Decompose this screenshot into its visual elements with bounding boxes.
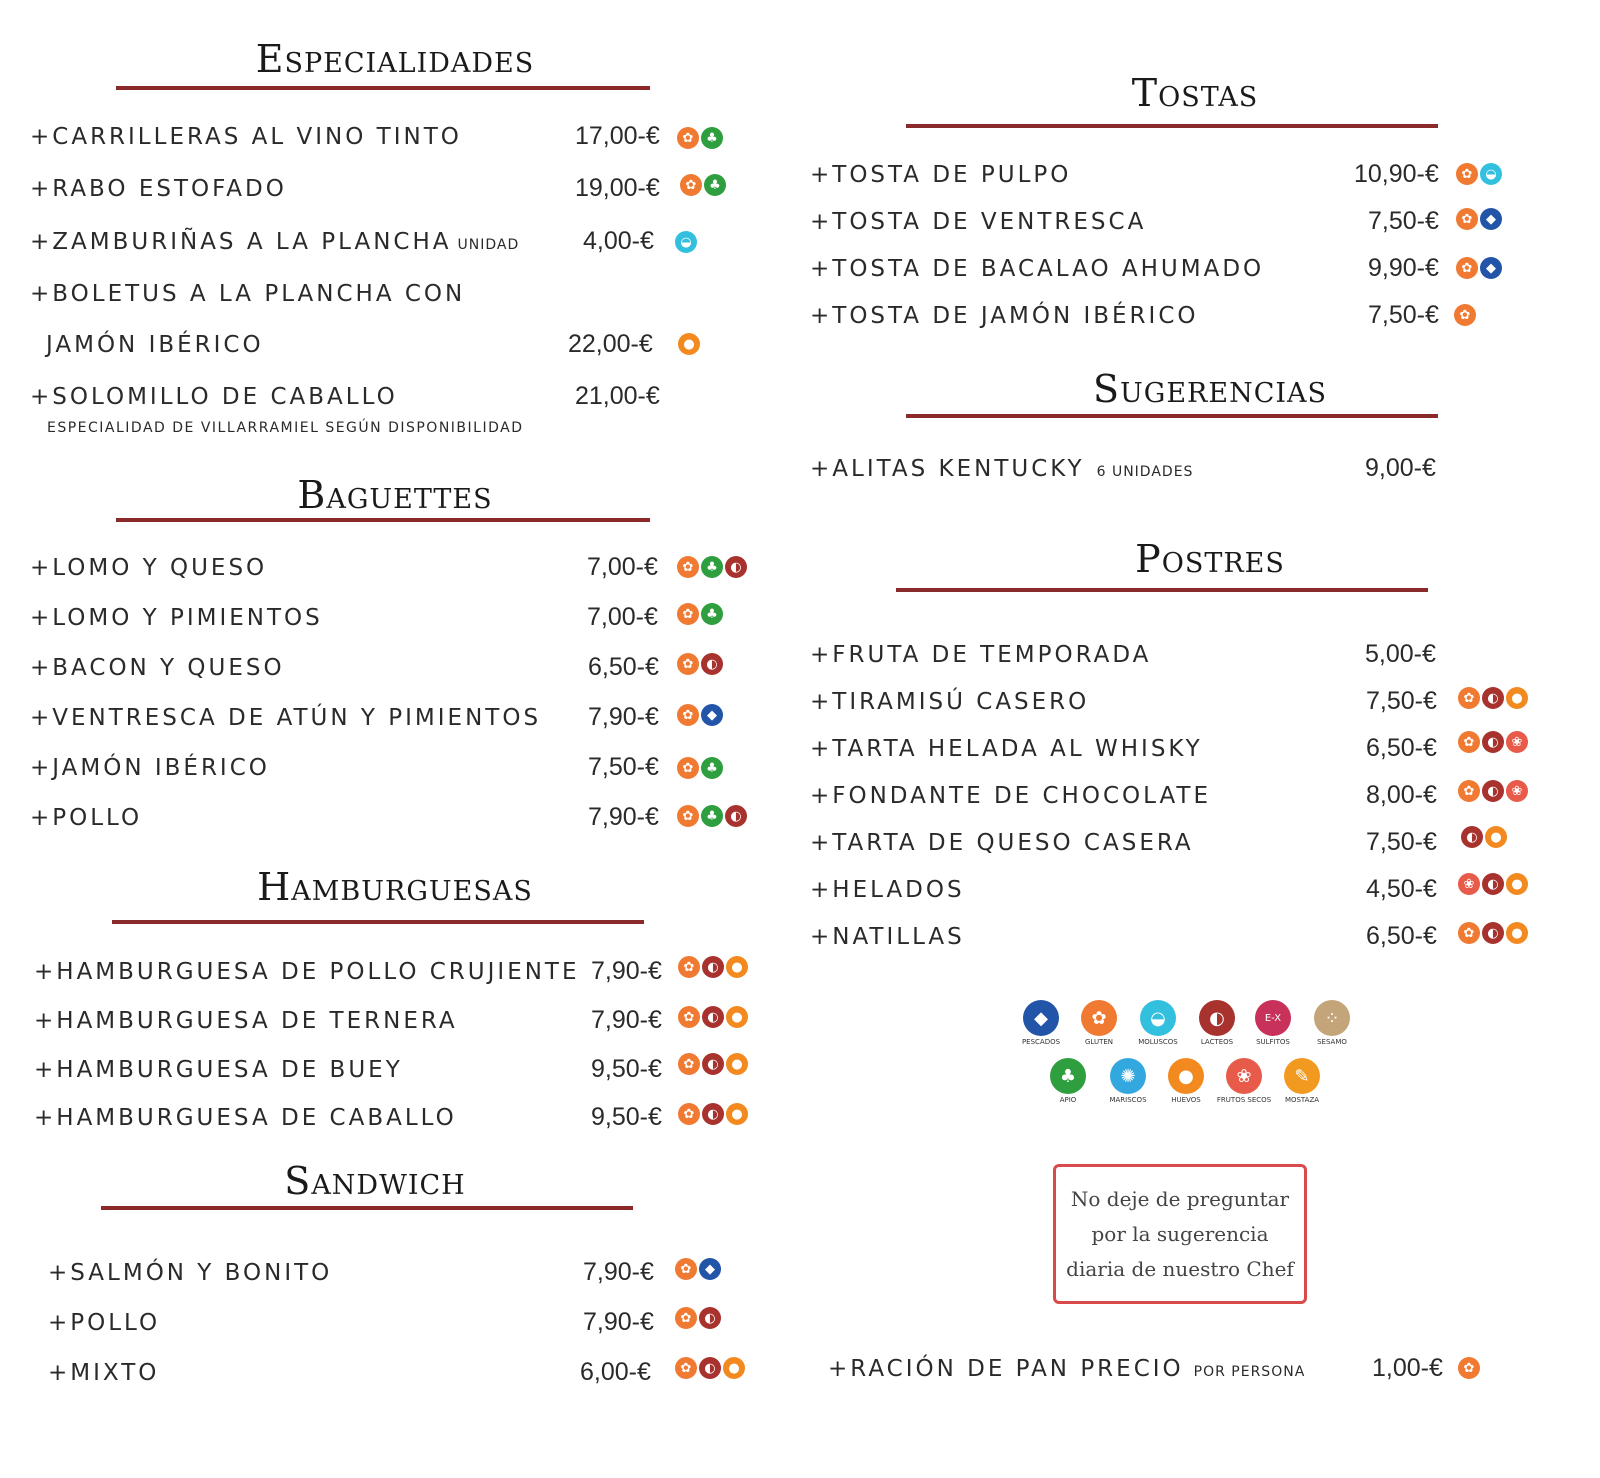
menu-item-name: +FRUTA DE TEMPORADA [810,642,1152,668]
menu-item-price: 7,90-€ [583,1258,654,1286]
menu-item-name: +HAMBURGUESA DE TERNERA [34,1008,458,1034]
menu-item-price: 17,00-€ [575,122,660,150]
menu-item-name: +SALMÓN Y BONITO [48,1260,333,1286]
menu-item-name: +TARTA DE QUESO CASERA [810,830,1194,856]
menu-item-label: +RACIÓN DE PAN PRECIO [828,1356,1184,1382]
wheat-icon: ✿ [677,757,699,779]
fish-icon: ◆ [1480,257,1502,279]
allergen-icons [677,653,723,675]
menu-item-price: 9,00-€ [1365,454,1436,482]
allergen-icons [677,127,723,149]
menu-item-price: 7,00-€ [587,603,658,631]
eggs-icon: ● [1506,687,1528,709]
section-title: Tostas [1131,71,1259,115]
wheat-icon: ✿ [1454,304,1476,326]
milk-jug-icon: ◐ [1482,780,1504,802]
wheat-icon: ✿ [1456,163,1478,185]
wheat-icon: ✿ [677,556,699,578]
nut-icon: ❀ [1506,780,1528,802]
menu-item-price: 22,00-€ [568,330,653,358]
nut-icon: ❀ [1226,1058,1262,1094]
allergen-icons [1458,1357,1480,1379]
section-divider [112,920,644,924]
allergen-icons [675,1357,745,1379]
section-divider [906,124,1438,128]
section-tostas [800,70,1600,128]
menu-item-price: 7,90-€ [583,1308,654,1336]
legend-label: HUEVOS [1171,1096,1201,1104]
menu-item-name: +TIRAMISÚ CASERO [810,689,1090,715]
wheat-icon: ✿ [677,653,699,675]
eggs-icon: ● [1506,873,1528,895]
wheat-icon: ✿ [680,174,702,196]
fish-icon: ◆ [699,1258,721,1280]
section-divider [101,1206,633,1210]
menu-item-name: +TOSTA DE PULPO [810,162,1072,188]
fish-icon: ◆ [701,704,723,726]
menu-item-name: +POLLO [30,805,143,831]
section-title: Especialidades [255,37,535,81]
shell-icon: ◒ [1140,1000,1176,1036]
menu-item-label: +ZAMBURIÑAS A LA PLANCHA [30,229,452,255]
section-sugerencias [800,366,1600,418]
seeds-icon: ⁘ [1314,1000,1350,1036]
legend-item-huevos [1156,1058,1216,1104]
menu-item-price: 1,00-€ [1372,1354,1443,1382]
menu-item-name: +NATILLAS [810,924,965,950]
menu-item-name: +TOSTA DE JAMÓN IBÉRICO [810,303,1199,329]
wheat-icon: ✿ [678,1103,700,1125]
eggs-icon: ● [726,956,748,978]
menu-item-name: +TOSTA DE VENTRESCA [810,209,1147,235]
menu-item-name: +LOMO Y PIMIENTOS [30,605,323,631]
menu-item-name [828,1356,1305,1382]
allergen-icons [677,805,747,827]
allergen-icons [677,603,723,625]
menu-item-name: +BOLETUS A LA PLANCHA CON [30,281,466,307]
milk-jug-icon: ◐ [1482,687,1504,709]
wheat-icon: ✿ [677,704,699,726]
section-divider [116,518,650,522]
legend-label: MARISCOS [1109,1096,1147,1104]
wheat-icon: ✿ [1456,257,1478,279]
footnote: ESPECIALIDAD DE VILLARRAMIEL SEGÚN DISPONIBILIDAD [47,420,524,436]
milk-jug-icon: ◐ [1482,731,1504,753]
legend-label: SESAMO [1317,1038,1347,1046]
section-title: Sandwich [284,1159,466,1203]
menu-item-price: 7,90-€ [591,957,662,985]
section-especialidades [0,36,790,90]
eggs-icon: ● [723,1357,745,1379]
celery-icon: ♣ [701,757,723,779]
crab-icon: ✺ [1110,1058,1146,1094]
menu-item-name: +BACON Y QUESO [30,655,285,681]
milk-jug-icon: ◐ [1199,1000,1235,1036]
allergen-icons [1456,208,1502,230]
allergen-icons [675,231,697,253]
celery-icon: ♣ [701,805,723,827]
menu-item-name: +RABO ESTOFADO [30,176,287,202]
milk-jug-icon: ◐ [701,653,723,675]
chef-note-line: No deje de preguntar [1070,1186,1290,1211]
menu-item-name: +TOSTA DE BACALAO AHUMADO [810,256,1265,282]
allergen-icons [678,1103,748,1125]
fish-icon: ◆ [1480,208,1502,230]
section-divider [116,86,650,90]
section-baguettes [0,472,790,522]
legend-label: APIO [1059,1096,1077,1104]
legend-item-frutos-secos [1214,1058,1274,1104]
menu-item-price: 8,00-€ [1366,781,1437,809]
section-hamburguesas [0,864,790,924]
allergen-icons [1456,257,1502,279]
menu-item-price: 7,50-€ [1368,207,1439,235]
legend-item-mostaza [1272,1058,1332,1104]
menu-item-price: 7,90-€ [588,803,659,831]
allergen-icons [1458,873,1528,895]
menu-item-name: +FONDANTE DE CHOCOLATE [810,783,1211,809]
allergen-icons [677,704,723,726]
wheat-icon: ✿ [1458,922,1480,944]
menu-item-note: POR PERSONA [1193,1364,1306,1380]
menu-item-price: 10,90-€ [1354,160,1439,188]
menu-item-name: +SOLOMILLO DE CABALLO [30,384,398,410]
wheat-icon: ✿ [678,1006,700,1028]
menu-item-name: JAMÓN IBÉRICO [46,332,264,358]
menu-item-name: +LOMO Y QUESO [30,555,268,581]
wheat-icon: ✿ [1081,1000,1117,1036]
celery-icon: ♣ [1050,1058,1086,1094]
milk-jug-icon: ◐ [1482,873,1504,895]
allergen-icons [677,556,747,578]
menu-item-name: +TARTA HELADA AL WHISKY [810,736,1203,762]
milk-jug-icon: ◐ [725,556,747,578]
wheat-icon: ✿ [1458,780,1480,802]
section-title: Hamburguesas [257,865,533,909]
legend-label: SULFITOS [1256,1038,1290,1046]
allergen-icons [678,1006,748,1028]
legend-item-apio [1038,1058,1098,1104]
menu-item-price: 6,50-€ [1366,922,1437,950]
legend-label: GLUTEN [1084,1038,1114,1046]
allergen-icons [1456,163,1502,185]
wheat-icon: ✿ [675,1258,697,1280]
milk-jug-icon: ◐ [699,1307,721,1329]
menu-item-price: 9,50-€ [591,1055,662,1083]
milk-jug-icon: ◐ [1482,922,1504,944]
legend-label: MOLUSCOS [1138,1038,1178,1046]
milk-jug-icon: ◐ [702,1006,724,1028]
shell-icon: ◒ [1480,163,1502,185]
menu-item-note: UNIDAD [457,237,520,253]
allergen-icons [1454,304,1476,326]
legend-item-sesamo [1302,1000,1362,1046]
allergen-icons [1458,780,1528,802]
menu-item-price: 7,50-€ [1368,301,1439,329]
menu-item-price: 6,00-€ [580,1358,651,1386]
allergen-icons [677,757,723,779]
menu-item-price: 7,50-€ [588,753,659,781]
allergen-icons [675,1307,721,1329]
eggs-icon: ● [678,333,700,355]
allergen-icons [678,333,700,355]
legend-item-lacteos [1187,1000,1247,1046]
legend-item-mariscos [1098,1058,1158,1104]
wheat-icon: ✿ [675,1357,697,1379]
section-title: Baguettes [297,473,493,517]
allergen-icons [1458,731,1528,753]
eggs-icon: ● [1168,1058,1204,1094]
menu-item-price: 6,50-€ [588,653,659,681]
menu-item-name: +CARRILLERAS AL VINO TINTO [30,124,462,150]
legend-label: MOSTAZA [1284,1096,1320,1104]
fish-icon: ◆ [1023,1000,1059,1036]
chef-note-line: diaria de nuestro Chef [1066,1256,1294,1281]
milk-jug-icon: ◐ [1461,826,1483,848]
wheat-icon: ✿ [677,603,699,625]
eggs-icon: ● [1485,826,1507,848]
chef-suggestion-box [1053,1164,1307,1304]
celery-icon: ♣ [704,174,726,196]
wheat-icon: ✿ [678,956,700,978]
menu-item-price: 7,90-€ [591,1006,662,1034]
eggs-icon: ● [726,1053,748,1075]
celery-icon: ♣ [701,603,723,625]
nut-icon: ❀ [1458,873,1480,895]
eggs-icon: ● [726,1103,748,1125]
allergen-icons [1461,826,1507,848]
section-divider [896,588,1428,592]
allergen-icons [678,956,748,978]
menu-item-note: 6 UNIDADES [1096,464,1194,480]
chef-note [1066,1182,1294,1287]
allergen-icons [1458,922,1528,944]
milk-jug-icon: ◐ [702,956,724,978]
menu-item-price: 4,00-€ [583,227,654,255]
eggs-icon: ● [726,1006,748,1028]
allergen-icons [675,1258,721,1280]
allergen-icons [1458,687,1528,709]
menu-item-price: 4,50-€ [1366,875,1437,903]
menu-item-name: +HAMBURGUESA DE BUEY [34,1057,403,1083]
wheat-icon: ✿ [1458,1357,1480,1379]
legend-item-moluscos [1128,1000,1188,1046]
milk-jug-icon: ◐ [702,1053,724,1075]
legend-item-gluten [1069,1000,1129,1046]
celery-icon: ♣ [701,556,723,578]
wheat-icon: ✿ [677,127,699,149]
chef-note-line: por la sugerencia [1091,1221,1269,1246]
legend-label: FRUTOS SECOS [1216,1096,1272,1104]
wheat-icon: ✿ [1456,208,1478,230]
legend-item-sulfitos [1243,1000,1303,1046]
menu-item-price: 19,00-€ [575,174,660,202]
section-postres [800,536,1600,592]
section-sandwich [0,1158,790,1210]
menu-item-name: +HAMBURGUESA DE CABALLO [34,1105,457,1131]
allergen-icons [678,1053,748,1075]
mustard-icon: ✎ [1284,1058,1320,1094]
wheat-icon: ✿ [677,805,699,827]
legend-label: LACTEOS [1200,1038,1234,1046]
menu-item-price: 9,50-€ [591,1103,662,1131]
wheat-icon: ✿ [1458,731,1480,753]
section-divider [906,414,1438,418]
menu-item-name: +HAMBURGUESA DE POLLO CRUJIENTE [34,959,580,985]
menu-item-name: +HELADOS [810,877,965,903]
milk-jug-icon: ◐ [702,1103,724,1125]
menu-item-label: +ALITAS KENTUCKY [810,456,1085,482]
section-title: Sugerencias [1092,367,1328,411]
legend-item-pescados [1011,1000,1071,1046]
menu-item-name: +VENTRESCA DE ATÚN Y PIMIENTOS [30,705,542,731]
wheat-icon: ✿ [1458,687,1480,709]
menu-item-name [30,229,519,255]
menu-item-price: 9,90-€ [1368,254,1439,282]
wheat-icon: ✿ [678,1053,700,1075]
menu-item-price: 7,50-€ [1366,687,1437,715]
menu-item-price: 21,00-€ [575,382,660,410]
eggs-icon: ● [1506,922,1528,944]
menu-item-name: +POLLO [48,1310,161,1336]
menu-item-name: +JAMÓN IBÉRICO [30,755,270,781]
menu-item-price: 5,00-€ [1365,640,1436,668]
celery-icon: ♣ [701,127,723,149]
legend-label: PESCADOS [1021,1038,1061,1046]
menu-item-price: 7,90-€ [588,703,659,731]
allergen-icons [680,174,726,196]
milk-jug-icon: ◐ [725,805,747,827]
milk-jug-icon: ◐ [699,1357,721,1379]
wheat-icon: ✿ [675,1307,697,1329]
menu-item-price: 6,50-€ [1366,734,1437,762]
menu-item-price: 7,50-€ [1366,828,1437,856]
section-title: Postres [1135,537,1285,581]
menu-item-name [810,456,1193,482]
molecule-icon: E-X [1255,1000,1291,1036]
shell-icon: ◒ [675,231,697,253]
menu-item-price: 7,00-€ [587,553,658,581]
menu-item-name: +MIXTO [48,1360,160,1386]
nut-icon: ❀ [1506,731,1528,753]
